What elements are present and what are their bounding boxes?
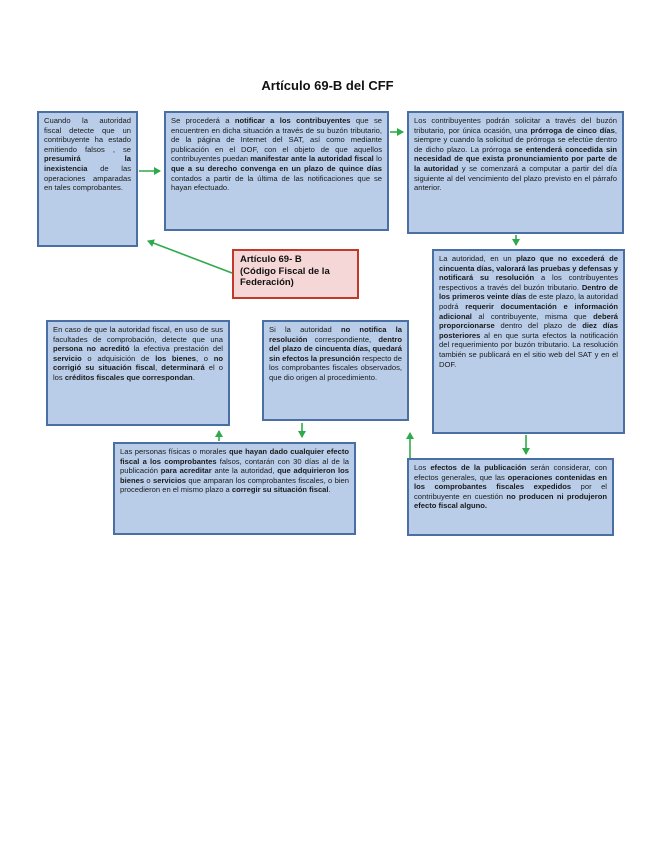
text-run: al en que surta efectos la notificación del requerimiento por buzón tributario. La resolución también se publicará en el sitio web del SAT y en el DOF. [439, 330, 618, 369]
text-run: lo [373, 154, 382, 164]
text-run: que amparan los comprobantes fiscales, o bien procedieron en el mismo plazo a [120, 475, 350, 495]
bold-run: no notifica la resolución [269, 325, 402, 344]
text-run: a los contribuyentes respectivos a través del buzón tributario. [439, 273, 618, 292]
bold-run: manifestar ante la autoridad fiscal [250, 154, 374, 164]
text-run: ante la autoridad, [211, 466, 278, 476]
text-run: de este plazo, la autoridad podrá [439, 292, 618, 311]
text-run: Los contribuyentes podrán solicitar a través del buzón tributario, por única ocasión, una [414, 116, 617, 135]
bold-run: deberá proporcionarse [439, 311, 618, 331]
arrow-center-to-b1 [148, 241, 232, 273]
center-line1: Artículo 69- B [240, 254, 302, 265]
bold-run: no corrigió su situación fiscal [53, 353, 223, 373]
bold-run: efectos de la publicación [430, 463, 527, 472]
text-run: Las personas físicas o morales [120, 447, 230, 456]
bold-run: prórroga de cinco días [530, 125, 615, 135]
text-run: . [328, 485, 331, 495]
text-run: o adquisición de [81, 353, 156, 363]
text-run: respecto de los comprobantes fiscales observados, que dio origen al procedimiento. [269, 353, 402, 382]
text-run: el o los [53, 363, 223, 382]
text-run: Cuando la autoridad fiscal detecte que un contribuyente ha estado emitiendo falsos , se [44, 116, 131, 154]
text-run: , o [195, 353, 214, 363]
bold-run: no producen ni produjeron efecto fiscal alguno. [414, 491, 607, 511]
bold-run: presumirá la inexistencia [44, 154, 131, 173]
center-line2: (Código Fiscal de la Federación) [240, 265, 330, 288]
bold-run: dentro del plazo de cincuenta días, quedará sin efectos la presunción [269, 334, 402, 363]
text-run: contados a partir de la última de las notificaciones que se hayan efectuado. [171, 173, 382, 193]
page-title: Artículo 69-B del CFF [261, 78, 394, 93]
bold-run: operaciones contenidas en los comprobantes fiscales expedidos [414, 472, 608, 492]
bold-run: servicios [153, 475, 186, 485]
text-run: serán considerar, con efectos generales, que las [414, 463, 607, 482]
bold-run: que adquirieron los bienes [120, 466, 350, 485]
bold-run: Dentro de los primeros veinte días [439, 282, 618, 302]
text-run: por el contribuyente en cuestión [414, 482, 607, 501]
text-run: La autoridad, en un [439, 254, 517, 263]
bold-run: notificar a los contribuyentes [234, 116, 351, 125]
text-run: la efectiva prestación del [129, 344, 223, 354]
bold-run: plazo que no excederá de cincuenta días, valorará las pruebas y defensas y notificará su resolución [439, 254, 618, 283]
bold-run: los bienes [155, 353, 196, 363]
text-run: o [144, 475, 154, 485]
text-run: . [192, 372, 195, 382]
text-run: dentro del plazo de [494, 321, 583, 331]
bold-run: créditos fiscales que correspondan [64, 372, 193, 382]
text-run: , siempre y cuando la solicitud de prórroga se efectúe dentro de dicho plazo. La prórroga [414, 125, 617, 154]
bold-run: que hayan dado cualquier efecto fiscal a los comprobantes [120, 447, 349, 466]
text-run: y se comenzará a computar a partir del día siguiente al del vencimiento del plazo previsto en el párrafo anterior. [414, 163, 617, 193]
bold-run: persona no acreditó [53, 344, 130, 354]
text-run: Se procederá a [171, 116, 235, 125]
text-run: En caso de que la autoridad fiscal, en uso de sus facultades de comprobación, detecte que una [53, 325, 223, 344]
text-run: falsos, contarán con 30 días al de la publicación [120, 456, 349, 476]
text-run: de las operaciones amparadas en tales comprobantes. [44, 163, 131, 193]
bold-run: servicio [53, 353, 82, 363]
text-run: Los [414, 463, 431, 472]
bold-run: corregir su situación fiscal [231, 485, 329, 495]
bold-run: determinará [161, 363, 205, 373]
bold-run: que a su derecho convenga en un plazo de quince días [171, 163, 382, 173]
bold-run: requerir documentación e información adicional [439, 301, 618, 321]
bold-run: se entenderá concedida sin necesidad de que exista pronunciamiento por parte de la autoridad [414, 144, 618, 173]
text-run: correspondiente, [307, 334, 379, 344]
text-run: Si la autoridad [269, 325, 341, 334]
text-run: al contribuyente, misma que [471, 311, 594, 321]
bold-run: diez días posteriores [439, 321, 618, 340]
text-run: , [155, 363, 162, 373]
text-run: que se encuentren en dicha situación a través de su buzón tributario, de la página de Internet del SAT, así como mediante publicación en el DOF, con el objeto de que aquellos contribuyentes puedan [171, 116, 382, 164]
bold-run: para acreditar [160, 466, 212, 476]
